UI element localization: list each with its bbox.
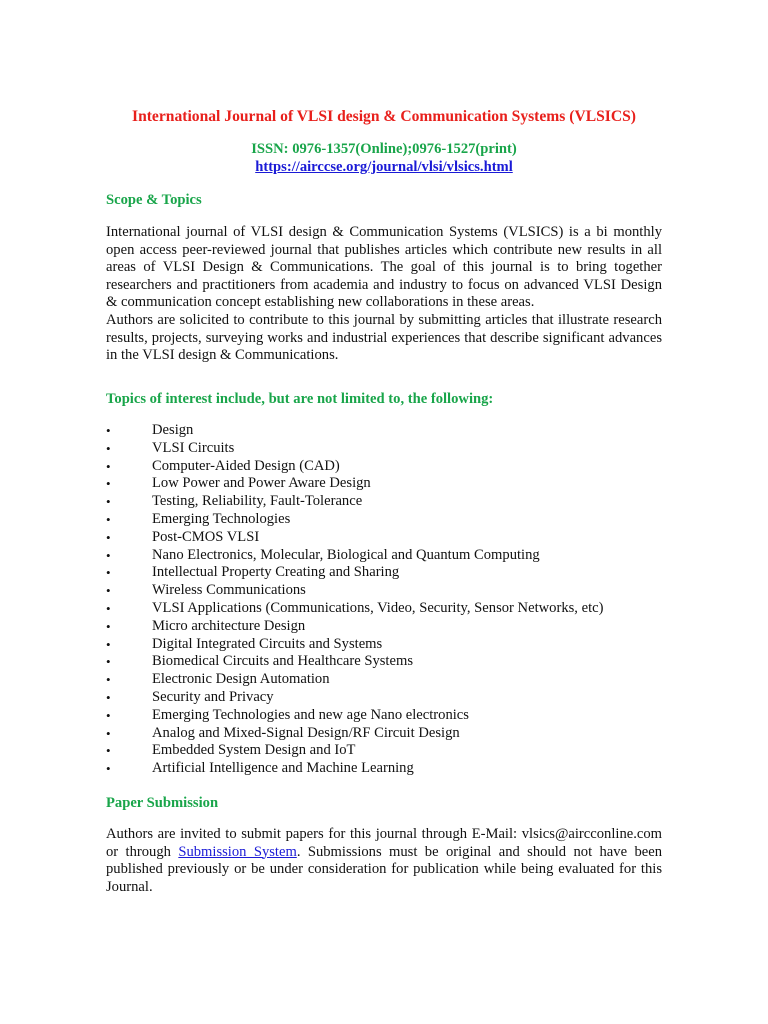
bullet-icon: • [106, 529, 111, 545]
topic-text: Testing, Reliability, Fault-Tolerance [152, 493, 363, 510]
topic-text: Artificial Intelligence and Machine Learning [152, 760, 414, 777]
bullet-icon: • [106, 689, 111, 705]
topics-heading: Topics of interest include, but are not limited to, the following: [106, 391, 494, 407]
bullet-icon: • [106, 547, 111, 563]
topic-text: Computer-Aided Design (CAD) [152, 457, 340, 474]
bullet-icon: • [106, 672, 111, 688]
topic-text: Low Power and Power Aware Design [152, 475, 371, 492]
topic-text: Intellectual Property Creating and Sharing [152, 564, 400, 581]
bullet-icon: • [106, 583, 111, 599]
issn-line: ISSN: 0976-1357(Online);0976-1527(print) [251, 141, 517, 157]
topic-text: Biomedical Circuits and Healthcare Systems [152, 653, 413, 670]
bullet-icon: • [106, 423, 111, 438]
scope-paragraph-1: International journal of VLSI design & Communication Systems (VLSICS) is a bi monthly open access peer-reviewed journal that publishes articles which contribute new results in all areas of VLSI Design & Communications. The goal of this journal is to bring together researchers and practitioners from academia and industry to focus on advanced VLSI Design & communication concept establishing new collaborations in these areas. [106, 224, 662, 311]
bullet-icon: • [106, 761, 111, 777]
topic-text: Security and Privacy [152, 688, 274, 705]
bullet-icon: • [106, 494, 111, 510]
topic-text: Nano Electronics, Molecular, Biological and Quantum Computing [152, 546, 540, 563]
bullet-icon: • [106, 476, 111, 492]
topic-text: Design [152, 422, 194, 438]
bullet-icon: • [106, 636, 111, 652]
bullet-icon: • [106, 565, 111, 581]
topic-text: VLSI Circuits [152, 439, 235, 456]
topic-text: Analog and Mixed-Signal Design/RF Circuit Design [152, 724, 460, 741]
topic-text: Wireless Communications [152, 582, 306, 599]
bullet-icon: • [106, 511, 111, 527]
journal-url-line [106, 158, 662, 177]
scope-heading: Scope & Topics [106, 192, 202, 208]
submission-heading: Paper Submission [106, 795, 219, 811]
topic-text: Post-CMOS VLSI [152, 528, 260, 545]
scope-paragraph-2: Authors are solicited to contribute to this journal by submitting articles that illustrate research results, projects, surveying works and industrial experiences that describe significant advances in the VLSI design & Communications. [106, 311, 662, 364]
bullet-icon: • [106, 725, 111, 741]
submission-system-link[interactable]: Submission System [178, 843, 297, 860]
bullet-icon: • [106, 618, 111, 634]
journal-title: International Journal of VLSI design & Communication Systems (VLSICS) [132, 108, 636, 125]
topic-text: VLSI Applications (Communications, Video, Security, Sensor Networks, etc) [152, 599, 604, 616]
topic-text: Electronic Design Automation [152, 671, 330, 688]
topic-text: Embedded System Design and IoT [152, 742, 356, 759]
topic-text: Emerging Technologies [152, 510, 291, 527]
topic-text: Emerging Technologies and new age Nano electronics [152, 706, 469, 723]
bullet-icon: • [106, 743, 111, 759]
submission-paragraph [106, 826, 662, 896]
submission-text-after: . Submissions must be original and should not have been published previously or be under consideration for publication while being evaluated for this Journal. [106, 843, 662, 895]
topic-text: Micro architecture Design [152, 617, 306, 634]
bullet-icon: • [106, 707, 111, 723]
submission-text-before: Authors are invited to submit papers for this journal through E-Mail: vlsics@aircconline.com or through [106, 826, 662, 860]
bullet-icon: • [106, 458, 111, 474]
bullet-icon: • [106, 654, 111, 670]
topic-text: Digital Integrated Circuits and Systems [152, 635, 383, 652]
scope-paragraph [106, 224, 662, 365]
journal-url-link[interactable]: https://airccse.org/journal/vlsi/vlsics.html [255, 159, 513, 175]
bullet-icon: • [106, 600, 111, 616]
bullet-icon: • [106, 440, 111, 456]
